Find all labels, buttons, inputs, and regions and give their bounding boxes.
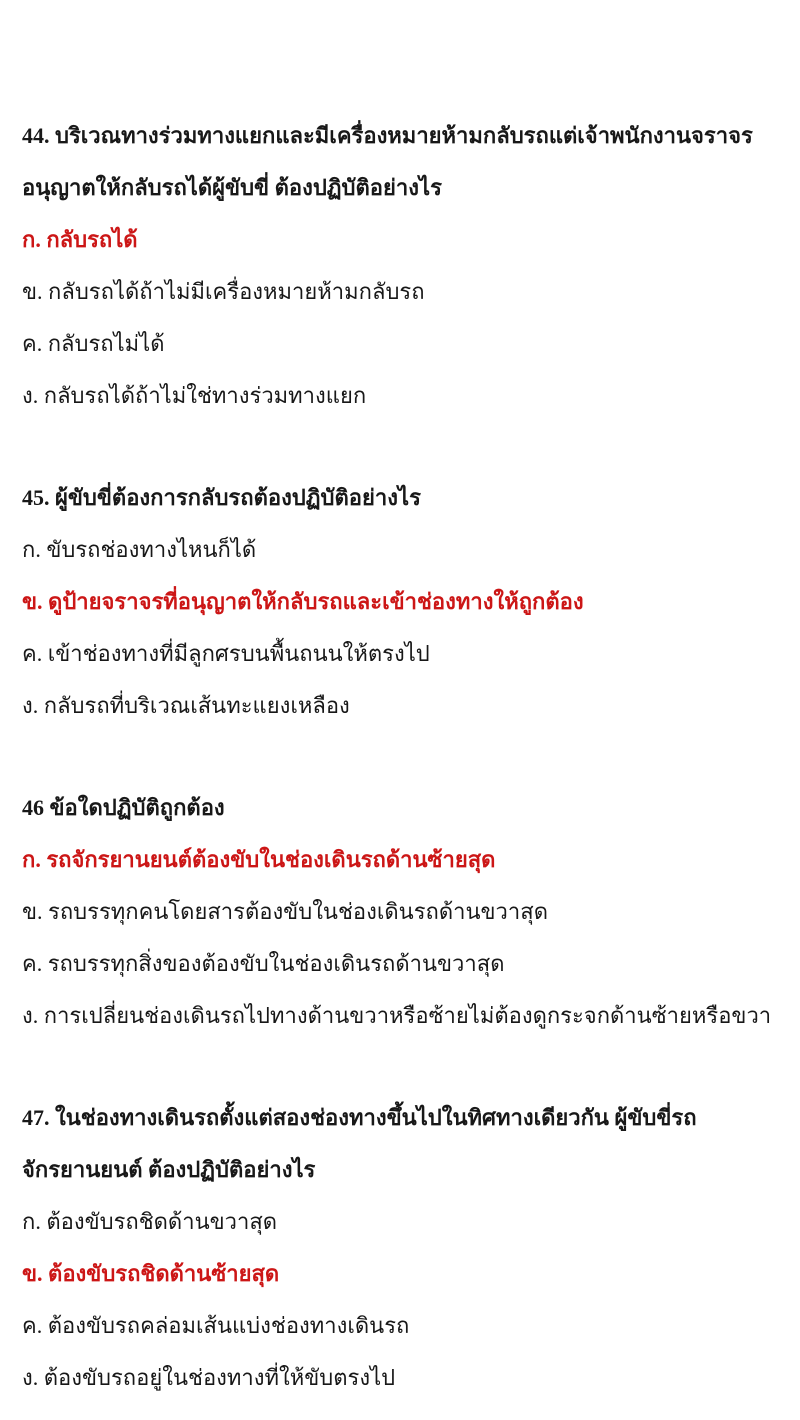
- answer-option: ง. ต้องขับรถอยู่ในช่องทางที่ให้ขับตรงไป: [22, 1365, 396, 1390]
- answer-option: ค. กลับรถไม่ได้: [22, 331, 165, 356]
- answer-option: ก. ขับรถช่องทางไหนก็ได้: [22, 537, 257, 562]
- answer-option: ก. กลับรถได้: [22, 227, 138, 252]
- question-title: 47. ในช่องทางเดินรถตั้งแต่สองช่องทางขึ้นไปในทิศทางเดียวกัน ผู้ขับขี่รถจักรยานยนต์ ต้องปฏิบัติอย่างไร: [22, 1105, 697, 1182]
- answer-option: ข. ดูป้ายจราจรที่อนุญาตให้กลับรถและเข้าช่องทางให้ถูกต้อง: [22, 589, 584, 614]
- answer-option: ข. รถบรรทุกคนโดยสารต้องขับในช่องเดินรถด้านขวาสุด: [22, 899, 548, 924]
- question-title: 45. ผู้ขับขี่ต้องการกลับรถต้องปฏิบัติอย่างไร: [22, 485, 421, 510]
- question-46: [22, 782, 786, 1042]
- answer-option: ก. รถจักรยานยนต์ต้องขับในช่องเดินรถด้านซ้ายสุด: [22, 847, 496, 872]
- question-47: [22, 1092, 786, 1404]
- question-title: 46 ข้อใดปฏิบัติถูกต้อง: [22, 795, 225, 820]
- answer-option: ง. การเปลี่ยนช่องเดินรถไปทางด้านขวาหรือซ้ายไม่ต้องดูกระจกด้านซ้ายหรือขวา: [22, 1003, 772, 1028]
- question-44: [22, 110, 786, 422]
- answer-option: ข. กลับรถได้ถ้าไม่มีเครื่องหมายห้ามกลับรถ: [22, 279, 425, 304]
- answer-option: ก. ต้องขับรถชิดด้านขวาสุด: [22, 1209, 278, 1234]
- answer-option: ง. กลับรถได้ถ้าไม่ใช่ทางร่วมทางแยก: [22, 383, 367, 408]
- answer-option: ค. ต้องขับรถคล่อมเส้นแบ่งช่องทางเดินรถ: [22, 1313, 410, 1338]
- answer-option: ค. รถบรรทุกสิ่งของต้องขับในช่องเดินรถด้านขวาสุด: [22, 951, 505, 976]
- question-title: 44. บริเวณทางร่วมทางแยกและมีเครื่องหมายห้ามกลับรถแต่เจ้าพนักงานจราจรอนุญาตให้กลับรถได้ผู้ขับขี่ ต้องปฏิบัติอย่างไร: [22, 123, 753, 200]
- answer-option: ข. ต้องขับรถชิดด้านซ้ายสุด: [22, 1261, 280, 1286]
- question-45: [22, 472, 786, 732]
- answer-option: ค. เข้าช่องทางที่มีลูกศรบนพื้นถนนให้ตรงไป: [22, 641, 430, 666]
- answer-option: ง. กลับรถที่บริเวณเส้นทะแยงเหลือง: [22, 693, 350, 718]
